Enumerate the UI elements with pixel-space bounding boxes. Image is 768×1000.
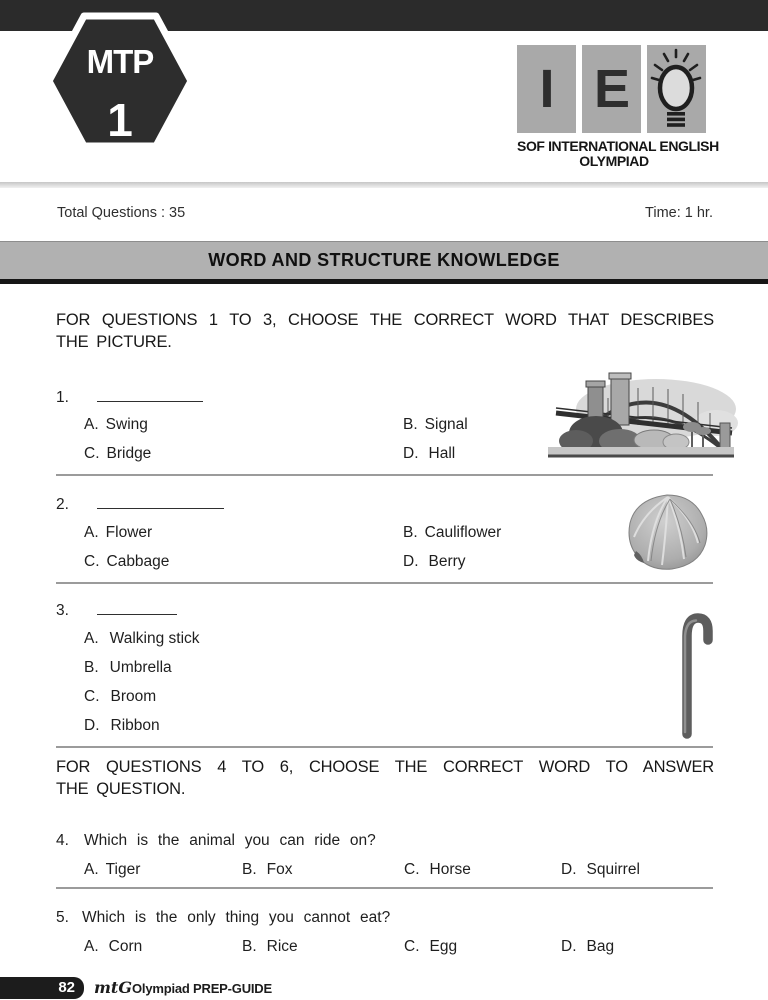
mtg-logo: mtG: [94, 978, 132, 997]
badge-number: 1: [107, 94, 133, 146]
ieo-box-i: [517, 45, 576, 133]
header-divider: [0, 182, 768, 188]
page-number-badge: 82: [0, 977, 84, 999]
walking-stick-illustration: [671, 609, 715, 741]
divider-after-q3: [56, 746, 713, 748]
meta-row: [57, 205, 713, 221]
question-4-option-d: D. Squirrel: [561, 861, 640, 878]
question-1-option-c: C. Bridge: [84, 445, 152, 462]
question-3-option-b: B. Umbrella: [84, 659, 172, 676]
answer-blank: [97, 388, 203, 402]
instruction-1-line1: FOR QUESTIONS 1 TO 3, CHOOSE THE CORRECT WORD THAT DESCRIBES: [56, 311, 714, 329]
ieo-letter-i: I: [539, 59, 554, 119]
question-4-text: Which is the animal you can ride on?: [84, 832, 376, 849]
question-3-option-c: C. Broom: [84, 688, 157, 705]
question-2-option-d: D. Berry: [403, 553, 466, 570]
question-4-option-c: C. Horse: [404, 861, 471, 878]
badge-title: MTP: [86, 43, 154, 80]
total-questions-label: Total Questions : 35: [57, 205, 186, 221]
question-1-option-a: A. Swing: [84, 416, 148, 433]
ieo-subtitle: [517, 138, 719, 169]
time-label: Time: 1 hr.: [645, 205, 713, 221]
question-1-option-b: B. Signal: [403, 416, 468, 433]
instruction-1-line2: THE PICTURE.: [56, 333, 172, 351]
bridge-illustration: [518, 371, 740, 465]
question-5-number: 5.: [56, 909, 69, 926]
ieo-logo: [517, 45, 719, 169]
question-3-number: 3.: [56, 601, 177, 620]
ieo-letter-boxes: [517, 45, 711, 133]
answer-blank: [97, 601, 177, 615]
question-5-option-d: D. Bag: [561, 938, 615, 955]
question-1-option-d: D. Hall: [403, 445, 456, 462]
question-3-option-a: A. Walking stick: [84, 630, 200, 647]
question-2-option-a: A. Flower: [84, 524, 153, 541]
divider-after-q4: [56, 887, 713, 889]
instruction-2-line2: THE QUESTION.: [56, 780, 186, 798]
question-3-option-d: D. Ribbon: [84, 717, 160, 734]
question-1-number: 1.: [56, 388, 203, 407]
instruction-2-line1: FOR QUESTIONS 4 TO 6, CHOOSE THE CORRECT WORD TO ANSWER: [56, 758, 714, 776]
cabbage-illustration: [622, 491, 714, 573]
divider-after-q1: [56, 474, 713, 476]
ieo-box-bulb: [647, 45, 706, 133]
mtp-badge: [44, 10, 196, 152]
question-5-text: Which is the only thing you cannot eat?: [82, 909, 391, 926]
question-4-option-b: B. Fox: [242, 861, 293, 878]
question-5-option-b: B. Rice: [242, 938, 298, 955]
ieo-subtitle-line2: OLYMPIAD: [579, 153, 649, 169]
answer-blank: [97, 495, 224, 509]
section-banner: WORD AND STRUCTURE KNOWLEDGE: [0, 241, 768, 284]
question-2-number: 2.: [56, 495, 224, 514]
lightbulb-o-icon: [647, 45, 706, 133]
question-4-number: 4.: [56, 832, 69, 849]
footer-label: Olympiad PREP-GUIDE: [132, 981, 272, 996]
ieo-box-e: [582, 45, 641, 133]
question-5-option-a: A. Corn: [84, 938, 143, 955]
question-5-option-c: C. Egg: [404, 938, 458, 955]
ieo-letter-e: E: [593, 59, 630, 119]
question-4-option-a: A. Tiger: [84, 861, 141, 878]
divider-after-q2: [56, 582, 713, 584]
question-2-option-c: C. Cabbage: [84, 553, 170, 570]
ieo-subtitle-line1: SOF INTERNATIONAL ENGLISH: [517, 138, 719, 154]
question-2-option-b: B. Cauliflower: [403, 524, 502, 541]
